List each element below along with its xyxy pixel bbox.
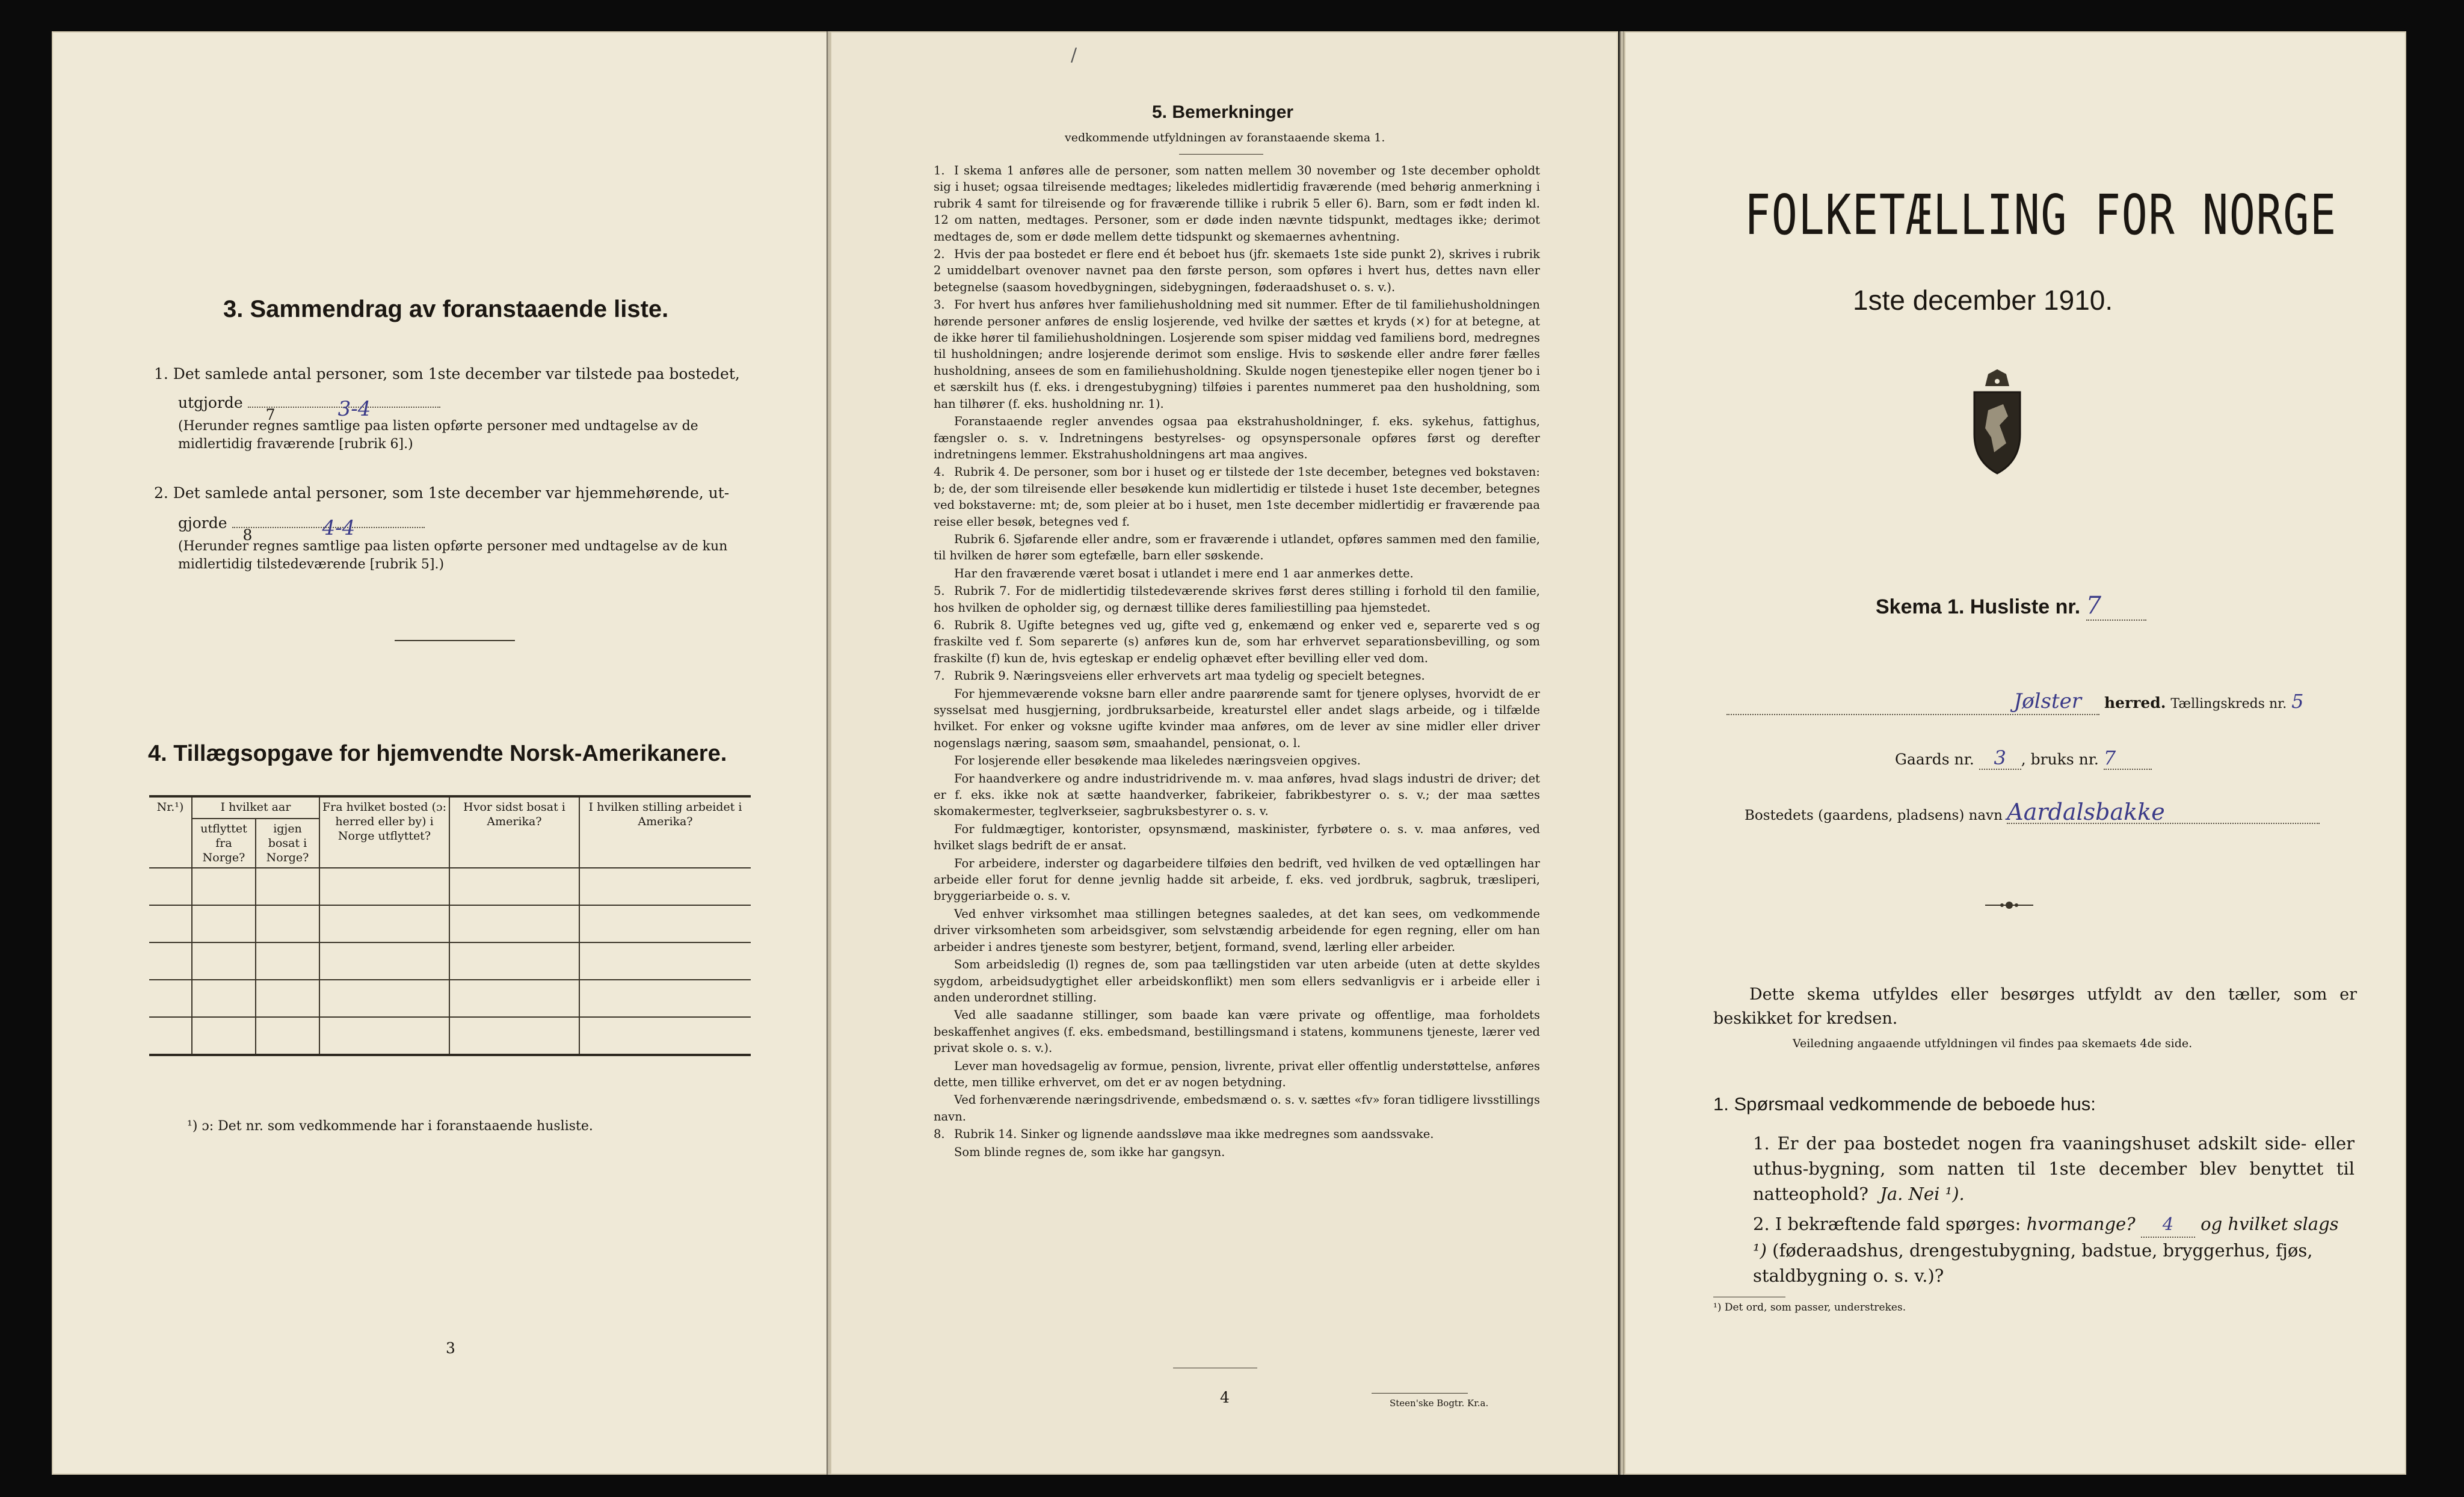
skema-label: Skema 1. Husliste nr. bbox=[1876, 595, 2081, 618]
intro-note: Veiledning angaaende utfyldningen vil findes paa skemaets 4de side. bbox=[1793, 1037, 2193, 1050]
printer-rule bbox=[1372, 1393, 1468, 1394]
remark-text: For arbeidere, inderster og dagarbeidere tilføies den bedrift, ved hvilken de ved optællingen har arbeide eller forut for denne jevnlig hadde sit arbeide, f. eks. ved jordbruk, sagbruk, træsliperi, bryggeriarbeide o. s. v. bbox=[934, 856, 1540, 903]
remark-text: Rubrik 4. De personer, som bor i huset og er tilstede der 1ste december, betegnes ved bokstaven: b; de, der som tilreisende eller besøkende kun midlertidig er tilstede i huset 1ste december, betegnes ved bokstaverne: mt; de, som pleier at bo i huset, men 1ste december midlertidig er fraværende paa reise eller besøk, betegnes ved f. bbox=[934, 465, 1540, 529]
remark-paragraph bbox=[934, 1092, 1540, 1125]
item1-handwritten: 3-4 bbox=[337, 397, 371, 421]
bosted-label: Bostedets (gaardens, pladsens) navn bbox=[1745, 808, 2003, 823]
form-date: 1ste december 1910. bbox=[1853, 284, 2113, 316]
ornament-icon bbox=[1985, 896, 2033, 914]
remark-text: Lever man hovedsagelig av formue, pension, livrente, privat eller offentlig understøttelse, anføres dette, men tillike erhvervet, om det er av nogen betydning. bbox=[934, 1059, 1540, 1089]
remark-paragraph bbox=[934, 770, 1540, 820]
col-utflyttet-header: utflyttet fra Norge? bbox=[192, 819, 256, 868]
table-footnote: ¹) ɔ: Det nr. som vedkommende har i foranstaaende husliste. bbox=[187, 1119, 593, 1134]
remark-paragraph bbox=[934, 821, 1540, 854]
middle-page bbox=[830, 31, 1618, 1475]
left-page bbox=[52, 31, 828, 1475]
remark-text: Rubrik 14. Sinker og lignende aandssløve maa ikke medregnes som aandssvake. bbox=[954, 1127, 1434, 1142]
subtitle-rule bbox=[1179, 154, 1263, 155]
bemerkninger-list bbox=[934, 162, 1540, 1161]
item2-text: 2. Det samlede antal personer, som 1ste december var hjemmehørende, ut- bbox=[154, 484, 730, 502]
remark-number: 2. bbox=[934, 247, 945, 262]
bemerkninger-subtitle: vedkommende utfyldningen av foranstaaende skema 1. bbox=[1065, 131, 1385, 144]
page-fold bbox=[1619, 31, 1624, 1475]
col-year-group-header: I hvilket aar bbox=[192, 796, 319, 819]
remark-text: Rubrik 9. Næringsveiens eller erhvervets art maa tydelig og specielt betegnes. bbox=[954, 669, 1425, 683]
remark-number: 8. bbox=[934, 1127, 945, 1142]
gaards-label: Gaards nr. bbox=[1895, 751, 1974, 768]
item1-note: (Herunder regnes samtlige paa listen opførte personer med undtagelse av de midlertidig fraværende [rubrik 6].) bbox=[178, 419, 698, 452]
table-row bbox=[149, 980, 751, 1017]
question-2-count: 4 bbox=[2141, 1211, 2195, 1238]
item2-value-field bbox=[232, 516, 425, 544]
remark-text: Rubrik 6. Sjøfarende eller andre, som er fraværende i utlandet, opføres sammen med den familie, til hvilken de hører som egtefælle, barn eller søskende. bbox=[934, 532, 1540, 563]
norsk-amerikaner-table bbox=[149, 795, 751, 1056]
section4-title: 4. Tillægsopgave for hjemvendte Norsk-Amerikanere. bbox=[148, 741, 727, 766]
remark-paragraph bbox=[934, 1126, 1540, 1142]
item1-label: utgjorde bbox=[178, 394, 243, 411]
question-2 bbox=[1753, 1211, 2355, 1288]
remark-paragraph bbox=[934, 855, 1540, 905]
remark-number: 1. bbox=[934, 164, 945, 177]
item2-line bbox=[178, 512, 425, 544]
page-number-3: 3 bbox=[446, 1339, 455, 1357]
item2-label: gjorde bbox=[178, 514, 227, 532]
item1-value-field bbox=[248, 397, 440, 423]
bosted-value: Aardalsbakke bbox=[2007, 801, 2320, 824]
question-1-answer: Ja. Nei ¹). bbox=[1880, 1184, 1965, 1204]
col-hvor-header: Hvor sidst bosat i Amerika? bbox=[449, 796, 579, 868]
kreds-value: 5 bbox=[2291, 690, 2304, 713]
remark-text: For hjemmeværende voksne barn eller andre paarørende samt for tjenere oplyses, hvorvidt de er sysselsat med husgjerning, jordbruksarbeide, kreaturstel eller andet slags arbeide, og i tilfælde hvilket. For enker og voksne ugifte kvinder maa anføres, om de lever av sine midler eller driver nogenslags næring, saasom søm, smaahandel, pensionat, o. l. bbox=[934, 686, 1540, 750]
herred-line bbox=[1726, 690, 2382, 715]
table-row bbox=[149, 905, 751, 942]
remark-text: Som arbeidsledig (l) regnes de, som paa tællingstiden var uten arbeide (uten at dette skyldes sygdom, arbeidsudygtighet eller arbeidskonflikt) men som ellers sedvanligvis er i arbeide eller i anden underordnet stilling. bbox=[934, 958, 1540, 1004]
col-fra-header: Fra hvilket bosted (ɔ: herred eller by) i Norge utflyttet? bbox=[319, 796, 449, 868]
question-2-options: (føderaadshus, drengestubygning, badstue, bryggerhus, fjøs, staldbygning o. s. v.)? bbox=[1753, 1240, 2313, 1286]
remark-text: Foranstaaende regler anvendes ogsaa paa ekstrahusholdninger, f. eks. sykehus, fattighus, fængsler o. s. v. Indretningens bestyrelses- og opsynspersonale opføres først og derefter indretningens lemmer. Ekstrahusholdningens art maa angives. bbox=[934, 414, 1540, 461]
remark-paragraph bbox=[934, 1007, 1540, 1056]
remark-number: 3. bbox=[934, 298, 945, 312]
remark-text: Ved enhver virksomhet maa stillingen betegnes saaledes, at det kan sees, om vedkommende driver virksomheten som arbeidsgiver, som selvstændig arbeidende for egen regning, eller om han arbeider i andres tjeneste som bestyrer, betjent, formand, svend, lærling eller arbeider. bbox=[934, 906, 1540, 954]
item1-printed-value: 7 bbox=[265, 406, 276, 423]
bemerkninger-title: 5. Bemerkninger bbox=[1152, 102, 1294, 122]
remark-text: Har den fraværende været bosat i utlandet i mere end 1 aar anmerkes dette. bbox=[954, 566, 1414, 580]
question-2-text: 2. I bekræftende fald spørges: bbox=[1753, 1214, 2021, 1234]
page-number-4: 4 bbox=[1220, 1389, 1230, 1406]
remark-paragraph bbox=[934, 531, 1540, 564]
table-row bbox=[149, 868, 751, 905]
right-page bbox=[1624, 31, 2406, 1475]
right-footnote: ¹) Det ord, som passer, understrekes. bbox=[1713, 1302, 1906, 1314]
col-stilling-header: I hvilken stilling arbeidet i Amerika? bbox=[579, 796, 751, 868]
intro-text: Dette skema utfyldes eller besørges utfyldt av den tæller, som er beskikket for kredsen. bbox=[1713, 985, 2357, 1028]
remark-paragraph bbox=[934, 1144, 1540, 1160]
remark-number: 7. bbox=[934, 669, 945, 683]
bruks-value: 7 bbox=[2104, 747, 2152, 770]
question-1-text: 1. Er der paa bostedet nogen fra vaaningshuset adskilt side- eller uthus-bygning, som natten til 1ste december blev benyttet til natteophold? bbox=[1753, 1133, 2355, 1204]
item2-note: (Herunder regnes samtlige paa listen opførte personer med undtagelse av de kun midlertidig tilstedeværende [rubrik 5].) bbox=[178, 539, 728, 572]
remark-text: I skema 1 anføres alle de personer, som natten mellem 30 november og 1ste december opholdt sig i huset; ogsaa tilreisende medtages; likeledes midlertidig fraværende (med behørig anmerkning i rubrik 4 samt for tilreisende og for fraværende tillike i rubrik 5 eller 6). Barn, som er født inden kl. 12 om natten, medtages. Personer, som er døde inden nævnte tidspunkt, medtages ikke; derimot medtages de, som er døde mellem dette tidspunkt og skemaernes avhentning. bbox=[934, 164, 1540, 244]
remark-text: Hvis der paa bostedet er flere end ét beboet hus (jfr. skemaets 1ste side punkt 2), skrives i rubrik 2 umiddelbart ovenover navnet paa den første person, som opføres i hvert hus, dettes navn eller betegnelse (saasom hovedbygningen, sidebygningen, føderaadshuset o. s. v.). bbox=[934, 247, 1540, 294]
remark-paragraph bbox=[934, 565, 1540, 582]
remark-paragraph bbox=[934, 1058, 1540, 1091]
herred-label: herred. bbox=[2104, 694, 2166, 712]
bosted-line bbox=[1745, 801, 2320, 826]
remark-text: Rubrik 7. For de midlertidig tilstedeværende skrives først deres stilling i forhold til den familie, hos hvilken de opholder sig, og dernæst tillike deres familiestilling paa hjemstedet. bbox=[934, 584, 1540, 615]
printer-mark: Steen'ske Bogtr. Kr.a. bbox=[1390, 1398, 1489, 1409]
item2-handwritten: 4-4 bbox=[322, 516, 356, 540]
remark-paragraph bbox=[934, 956, 1540, 1006]
remark-text: Ved alle saadanne stillinger, som baade kan være private og offentlige, maa forholdets beskaffenhet angives (f. eks. embedsmand, bestillingsmand i statens, kommunens tjeneste, lærer ved privat skole o. s. v.). bbox=[934, 1008, 1540, 1056]
form-title: FOLKETÆLLING FOR NORGE bbox=[1745, 183, 2337, 247]
top-mark: / bbox=[1071, 45, 1077, 66]
item2-printed-value: 8 bbox=[242, 526, 253, 544]
kreds-label: Tællingskreds nr. bbox=[2170, 696, 2287, 712]
remark-text: For fuldmægtiger, kontorister, opsynsmænd, maskinister, fyrbøtere o. s. v. maa anføres, ved hvilket slags bedrift de er ansat. bbox=[934, 822, 1540, 853]
remark-paragraph bbox=[934, 752, 1540, 769]
herred-field bbox=[1726, 690, 2099, 715]
bruks-label: bruks nr. bbox=[2030, 751, 2099, 768]
skema-line bbox=[1876, 592, 2146, 621]
remark-number: 4. bbox=[934, 465, 945, 479]
remark-paragraph bbox=[934, 464, 1540, 530]
herred-value: Jølster bbox=[2013, 689, 2081, 713]
table-row bbox=[149, 1017, 751, 1055]
remark-text: Som blinde regnes de, som ikke har gangsyn. bbox=[954, 1145, 1225, 1159]
question-2-slags: og hvilket slags ¹) bbox=[1753, 1214, 2339, 1261]
remark-text: Rubrik 8. Ugifte betegnes ved ug, gifte ved g, enkemænd og enker ved e, separerte ved s og fraskilte ved f. Som separerte (s) anføres kun de, som har erhvervet separationsbevilling, og som fraskilte (f) kun de, hvis egteskap er endelig ophævet efter bevilling eller ved dom. bbox=[934, 618, 1540, 665]
remark-paragraph bbox=[934, 413, 1540, 463]
remark-text: Ved forhenværende næringsdrivende, embedsmænd o. s. v. sættes «fv» foran tidligere livsstillings navn. bbox=[934, 1093, 1540, 1124]
remark-paragraph bbox=[934, 617, 1540, 666]
question-1 bbox=[1753, 1131, 2355, 1207]
col-igjen-header: igjen bosat i Norge? bbox=[256, 819, 319, 868]
question-heading: 1. Spørsmaal vedkommende de beboede hus: bbox=[1713, 1093, 2096, 1114]
remark-text: For haandverkere og andre industridrivende m. v. maa anføres, hvad slags industri de driver; det er f. eks. ikke nok at sætte haandverker, fabrikeier, fabrikbestyrer o. s. v.; der maa sættes skomakermester, teglverkseier, sagbruksbestyrer o. s. v. bbox=[934, 771, 1540, 819]
remark-text: For losjerende eller besøkende maa likeledes næringsveien opgives. bbox=[954, 754, 1361, 768]
remark-text: For hvert hus anføres hver familiehusholdning med sit nummer. Efter de til familiehusholdningen hørende personer anføres de enslig losjerende, ved hvilke der sættes et kryds (×) for at betegne, at de ikke hører til familiehusholdningen. Losjerende som spiser middag ved familiens bord, medregnes til husholdningen; andre losjerende derimot som enslige. Hvis to søskende eller andre fører fælles husholdning, ansees de som en familiehusholdning. Skulde nogen tjenestepike eller nogen tjener bo i et særskilt hus (f. eks. i drengestubygning) tilføies i parentes nummeret paa den husholdning, som han tilhører (f. eks. husholdning nr. 1). bbox=[934, 298, 1540, 411]
husliste-nr: 7 bbox=[2086, 592, 2146, 621]
divider bbox=[395, 640, 515, 641]
item1-text: 1. Det samlede antal personer, som 1ste december var tilstede paa bostedet, bbox=[154, 365, 740, 383]
remark-number: 5. bbox=[934, 584, 945, 598]
coat-of-arms-icon bbox=[1961, 368, 2033, 476]
item1-line bbox=[178, 392, 440, 423]
question-2-hvormange: hvormange? bbox=[2026, 1214, 2136, 1234]
gaards-value: 3 bbox=[1979, 747, 2021, 770]
col-nr-header: Nr.¹) bbox=[149, 796, 192, 868]
remark-paragraph bbox=[934, 583, 1540, 616]
remark-paragraph bbox=[934, 906, 1540, 955]
remark-paragraph bbox=[934, 162, 1540, 245]
remark-paragraph bbox=[934, 297, 1540, 412]
remark-number: 6. bbox=[934, 618, 945, 632]
section3-title: 3. Sammendrag av foranstaaende liste. bbox=[223, 296, 669, 322]
remark-paragraph bbox=[934, 668, 1540, 684]
gaards-line: Gaards nr. 3 , bruks nr. 7 bbox=[1895, 747, 2152, 770]
remark-paragraph bbox=[934, 246, 1540, 295]
remark-paragraph bbox=[934, 686, 1540, 752]
table-row bbox=[149, 942, 751, 980]
